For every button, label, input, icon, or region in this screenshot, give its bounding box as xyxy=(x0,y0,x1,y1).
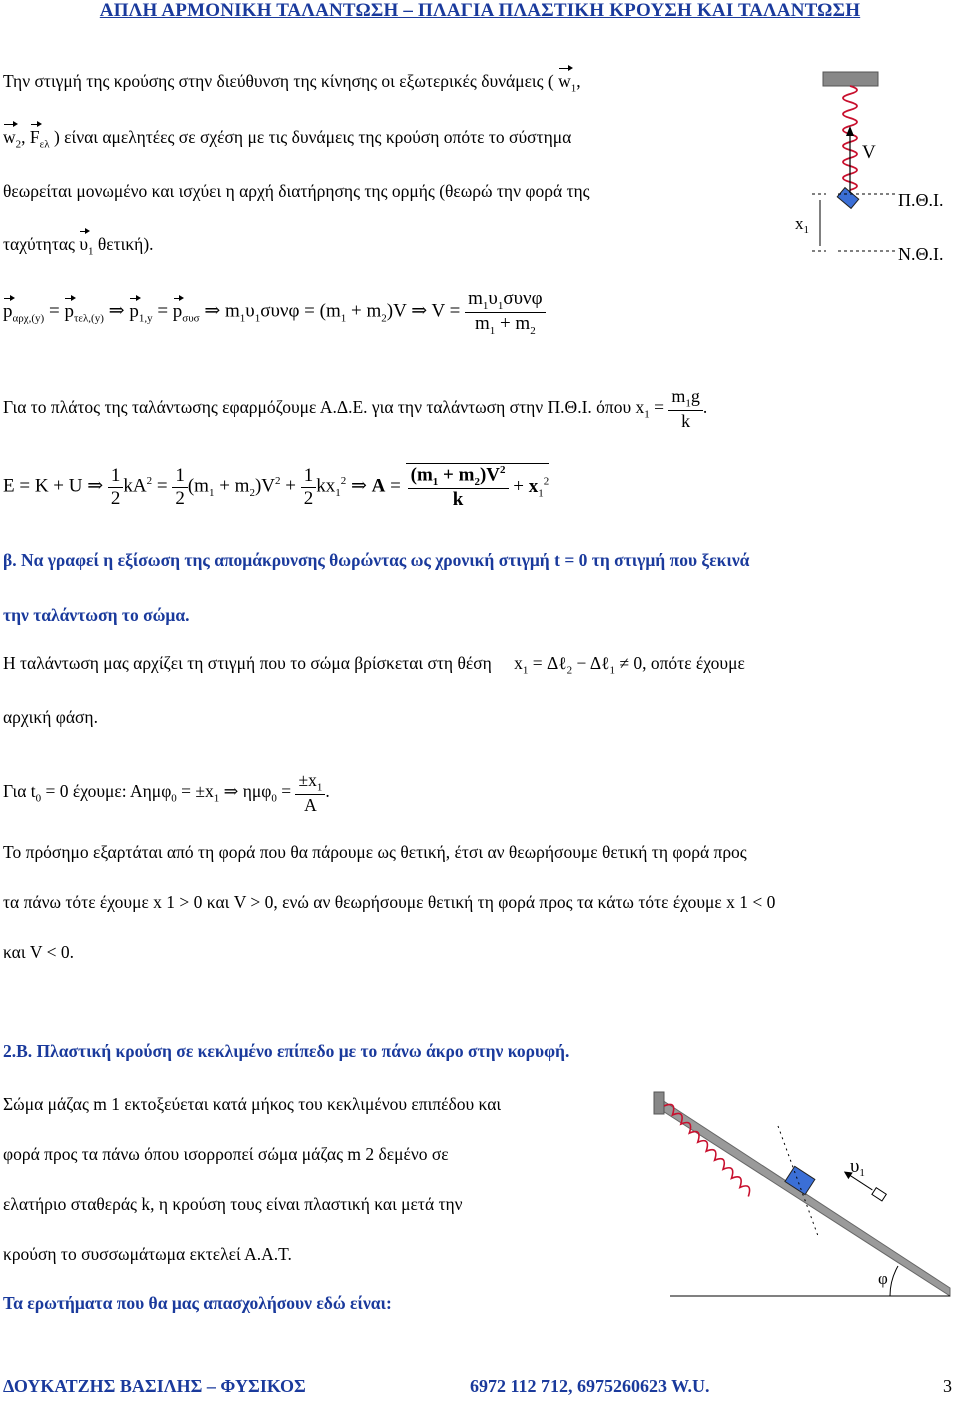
label-x1: $x_1$ xyxy=(795,214,809,236)
footer-phone: 6972 112 712, 6975260623 W.U. xyxy=(470,1376,710,1396)
incline-surface xyxy=(658,1100,950,1296)
label-v: V xyxy=(862,142,876,163)
block-m2 xyxy=(837,188,859,209)
para1-line1-text: Την στιγμή της κρούσης στην διεύθυνση της κίνησης οι εξωτερικές δυνάμεις ( xyxy=(3,71,554,91)
footer-author: ΔΟΥΚΑΤΖΗΣ ΒΑΣΙΛΗΣ – ΦΥΣΙΚΟΣ xyxy=(3,1376,306,1396)
w1-symbol: w xyxy=(558,71,571,91)
para3-line1: Η ταλάντωση μας αρχίζει τη στιγμή που το σώμα βρίσκεται στη θέση $x_1$ = Δℓ$_2$ − Δℓ$_1$ ≠ 0, οπότε έχουμε xyxy=(3,653,745,677)
questions-title: Τα ερωτήματα που θα μας απασχολήσουν εδώ είναι: xyxy=(3,1293,392,1313)
para1-line1: Την στιγμή της κρούσης στην διεύθυνση της κίνησης οι εξωτερικές δυνάμεις ( $w_1$, xyxy=(3,71,581,95)
para1-line3: θεωρείται μονωμένο και ισχύει η αρχή διατήρησης της ορμής (θεωρώ την φορά της xyxy=(3,181,590,201)
label-phi: φ xyxy=(878,1269,888,1288)
incline-spring xyxy=(650,1102,768,1197)
label-pthi: Π.Θ.Ι. xyxy=(898,190,944,210)
para3-line2: αρχική φάση. xyxy=(3,707,98,727)
para6-line3: ελατήριο σταθεράς k, η κρούση τους είναι πλαστική και μετά την xyxy=(3,1194,463,1214)
para6-line1: Σώμα μάζας m 1 εκτοξεύεται κατά μήκος του κεκλιμένου επιπέδου και xyxy=(3,1094,502,1114)
ceiling-support xyxy=(823,72,878,86)
section-2b-title: 2.Β. Πλαστική κρούση σε κεκλιμένο επίπεδο με το πάνω άκρο στην κορυφή. xyxy=(3,1041,570,1061)
energy-equation: E = K + U ⇒ $\frac{1}{2}$ $kA^2$ = $\frac{1}{2}$ $(m_1 + m_2)V^2$ + $\frac{1}{2}$ $kx_1^2$ ⇒ A = $\frac{(m_1 + m_2)V^2}{k}$ + $x_1^2$ xyxy=(3,464,550,511)
para1-line2-text: ) είναι αμελητέες σε σχέση με τις δυνάμεις της κρούση οπότε το σύστημα xyxy=(53,127,572,147)
question-b-line1: β. Να γραφεί η εξίσωση της απομάκρυνσης θωρώντας ως χρονική στιγμή t = 0 τη στιγμή που ξεκινά xyxy=(3,550,750,570)
para5-line1: Το πρόσημο εξαρτάται από τη φορά που θα πάρουμε ως θετική, έτσι αν θεωρήσουμε θετική τη φορά προς xyxy=(3,842,747,862)
question-b-line2: την ταλάντωση το σώμα. xyxy=(3,605,190,625)
para5-line3: και V < 0. xyxy=(3,942,74,962)
amplitude-text: Για το πλάτος της ταλάντωσης εφαρμόζουμε Α.Δ.Ε. για την ταλάντωση στην Π.Θ.Ι. όπου $x_1$ = $\frac{m_1g}{k}$ . xyxy=(3,386,708,431)
vertical-spring-figure xyxy=(790,70,960,265)
para6-line2: φορά προς τα πάνω όπου ισορροπεί σώμα μάζας m 2 δεμένο σε xyxy=(3,1144,449,1164)
label-nthi: Ν.Θ.Ι. xyxy=(898,244,944,264)
para1-line4: ταχύτητας $\upsilon_1$ θετική). xyxy=(3,234,154,258)
para5-line2: τα πάνω τότε έχουμε x 1 > 0 και V > 0, ενώ αν θεωρήσουμε θετική τη φορά προς τα κάτω τότε έχουμε x 1 < 0 xyxy=(3,892,776,912)
label-v1: $\upsilon_1$ xyxy=(850,1156,865,1179)
page-header: ΑΠΛΗ ΑΡΜΟΝΙΚΗ ΤΑΛΑΝΤΩΣΗ – ΠΛΑΓΙΑ ΠΛΑΣΤΙΚΗ ΚΡΟΥΣΗ ΚΑΙ ΤΑΛΑΝΤΩΣΗ xyxy=(99,0,861,21)
page-number: 3 xyxy=(943,1376,952,1396)
para6-line4: κρούση το συσσωμάτωμα εκτελεί Α.Α.Τ. xyxy=(3,1244,292,1264)
inclined-plane-figure xyxy=(650,1088,955,1303)
initial-phase-equation: Για $t_0 = 0$ έχουμε: $A\eta\mu\varphi_0 = \pm x_1$ ⇒ ημφ$_0$ = $\frac{\pm x_1}{A}$ . xyxy=(3,770,330,815)
momentum-equation: $p_{\alpha\rho\chi,(y)} = p_{\tau\varepsilon\lambda,(y)}$ ⇒ $p_{1,y} = p_{\sigma\upsilon\sigma}$ ⇒ $m_1\upsilon_1\sigma\upsilon\nu\varphi = (m_1 + m_2)V$ ⇒ V = $\frac{m_1\upsilon_1\sigma\upsilon\nu\varphi}{m_1 + m_2}$ xyxy=(3,288,546,337)
para1-line2: $w_2$, $F_{\varepsilon\lambda}$ ) είναι αμελητέες σε σχέση με τις δυνάμεις της κρούση οπότε το σύστημα xyxy=(3,127,572,151)
wall-support xyxy=(654,1092,664,1114)
